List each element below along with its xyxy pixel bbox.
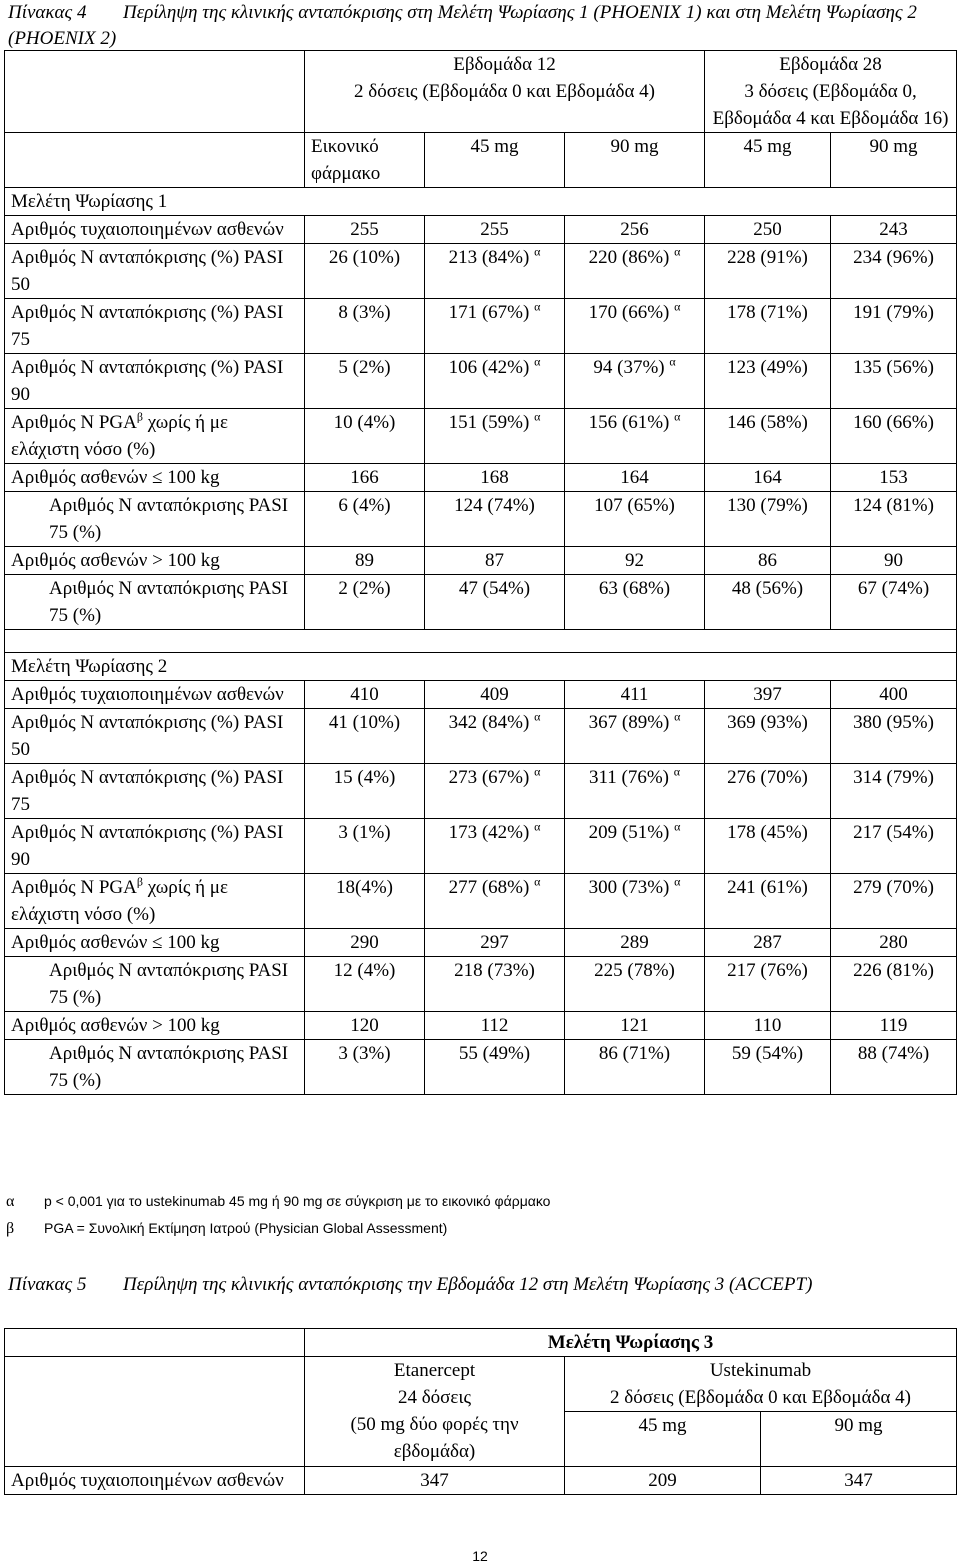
table4-caption	[8, 0, 960, 52]
cell-value: 171 (67%) $^\alpha$	[425, 299, 565, 354]
row-label: Αριθμός ασθενών ≤ 100 kg	[5, 929, 305, 957]
row-label: Αριθμός Ν ανταπόκρισης (%) PASI 90	[5, 354, 305, 409]
cell-value: 86	[705, 547, 831, 575]
table-row	[5, 464, 957, 492]
cell-value: 342 (84%) $^\alpha$	[425, 709, 565, 764]
cell-value: 86 (71%)	[565, 1040, 705, 1095]
header-week12: Εβδομάδα 12 2 δόσεις (Εβδομάδα 0 και Εβδομάδα 4)	[305, 51, 705, 133]
cell-value: 166	[305, 464, 425, 492]
cell-value: 311 (76%) $^\alpha$	[565, 764, 705, 819]
cell-value: 173 (42%) $^\alpha$	[425, 819, 565, 874]
cell-value: 287	[705, 929, 831, 957]
table-row	[5, 709, 957, 764]
cell-value: 410	[305, 681, 425, 709]
cell-value: 226 (81%)	[831, 957, 957, 1012]
row-label: Αριθμός ασθενών > 100 kg	[5, 1012, 305, 1040]
table-row	[5, 492, 957, 547]
table-row	[5, 929, 957, 957]
row-label: Αριθμός Ν ανταπόκρισης (%) PASI 50	[5, 244, 305, 299]
cell-value: 124 (81%)	[831, 492, 957, 547]
cell-value: 106 (42%) $^\alpha$	[425, 354, 565, 409]
cell-value: 107 (65%)	[565, 492, 705, 547]
table5-caption-number: Πίνακας 5	[8, 1274, 87, 1295]
row-label: Αριθμός ασθενών ≤ 100 kg	[5, 464, 305, 492]
table4-caption-number: Πίνακας 4	[8, 2, 87, 23]
row-label: Αριθμός τυχαιοποιημένων ασθενών	[5, 681, 305, 709]
cell-value: 63 (68%)	[565, 575, 705, 630]
cell-value: 213 (84%) $^\alpha$	[425, 244, 565, 299]
cell-value: 255	[305, 216, 425, 244]
col-90mg-week12: 90 mg	[565, 133, 705, 188]
row-label: Αριθμός Ν ανταπόκρισης PASI 75 (%)	[5, 957, 305, 1012]
row-label: Αριθμός Ν ανταπόκρισης (%) PASI 50	[5, 709, 305, 764]
cell-value: 3 (3%)	[305, 1040, 425, 1095]
footnote-text: p < 0,001 για το ustekinumab 45 mg ή 90 mg σε σύγκριση με το εικονικό φάρμακο	[44, 1193, 551, 1209]
col-45mg: 45 mg	[565, 1412, 761, 1467]
row-label: Αριθμός τυχαιοποιημένων ασθενών	[5, 216, 305, 244]
cell-value: 48 (56%)	[705, 575, 831, 630]
cell-value: 151 (59%) $^\alpha$	[425, 409, 565, 464]
cell-value: 41 (10%)	[305, 709, 425, 764]
footnote	[6, 1215, 550, 1242]
cell-value: 26 (10%)	[305, 244, 425, 299]
table-row	[5, 547, 957, 575]
table-row	[5, 1040, 957, 1095]
cell-value: 164	[565, 464, 705, 492]
study1-title: Μελέτη Ψωρίασης 1	[5, 188, 957, 216]
row-label: Αριθμός Ν ανταπόκρισης PASI 75 (%)	[5, 1040, 305, 1095]
table-row	[5, 409, 957, 464]
col-45mg-week12: 45 mg	[425, 133, 565, 188]
cell-value: 135 (56%)	[831, 354, 957, 409]
cell-value: 277 (68%) $^\alpha$	[425, 874, 565, 929]
cell-value: 367 (89%) $^\alpha$	[565, 709, 705, 764]
value-90mg: 347	[761, 1467, 957, 1495]
cell-value: 5 (2%)	[305, 354, 425, 409]
table-row	[5, 575, 957, 630]
table-row	[5, 764, 957, 819]
row-label: Αριθμός Ν ανταπόκρισης (%) PASI 90	[5, 819, 305, 874]
cell-value: 276 (70%)	[705, 764, 831, 819]
col-45mg-week28: 45 mg	[705, 133, 831, 188]
table-row	[5, 957, 957, 1012]
cell-value: 8 (3%)	[305, 299, 425, 354]
cell-value: 47 (54%)	[425, 575, 565, 630]
row-label: Αριθμός Ν ανταπόκρισης PASI 75 (%)	[5, 492, 305, 547]
cell-value: 146 (58%)	[705, 409, 831, 464]
cell-value: 217 (76%)	[705, 957, 831, 1012]
cell-value: 124 (74%)	[425, 492, 565, 547]
row-label: Αριθμός Ν ανταπόκρισης (%) PASI 75	[5, 764, 305, 819]
header-week28: Εβδομάδα 28 3 δόσεις (Εβδομάδα 0, Εβδομάδα 4 και Εβδομάδα 16)	[705, 51, 957, 133]
cell-value: 59 (54%)	[705, 1040, 831, 1095]
table5	[4, 1328, 957, 1495]
study2-title: Μελέτη Ψωρίασης 2	[5, 653, 957, 681]
cell-value: 12 (4%)	[305, 957, 425, 1012]
cell-value: 191 (79%)	[831, 299, 957, 354]
cell-value: 55 (49%)	[425, 1040, 565, 1095]
row-label: Αριθμός τυχαιοποιημένων ασθενών	[5, 1467, 305, 1495]
cell-value: 218 (73%)	[425, 957, 565, 1012]
study2-title-row	[5, 653, 957, 681]
cell-value: 170 (66%) $^\alpha$	[565, 299, 705, 354]
cell-value: 10 (4%)	[305, 409, 425, 464]
cell-value: 255	[425, 216, 565, 244]
cell-value: 300 (73%) $^\alpha$	[565, 874, 705, 929]
study3-title: Μελέτη Ψωρίασης 3	[305, 1329, 957, 1357]
spacer-row	[5, 630, 957, 653]
study1-title-row	[5, 188, 957, 216]
table-row	[5, 1012, 957, 1040]
table5-header-drugs	[5, 1357, 957, 1412]
cell-value: 156 (61%) $^\alpha$	[565, 409, 705, 464]
cell-value: 209 (51%) $^\alpha$	[565, 819, 705, 874]
col-90mg: 90 mg	[761, 1412, 957, 1467]
cell-value: 130 (79%)	[705, 492, 831, 547]
row-label: Αριθμός Ν $PGA^\beta$ χωρίς ή με ελάχιστη νόσο (%)	[5, 874, 305, 929]
cell-value: 2 (2%)	[305, 575, 425, 630]
cell-value: 6 (4%)	[305, 492, 425, 547]
cell-value: 220 (86%) $^\alpha$	[565, 244, 705, 299]
cell-value: 94 (37%) $^\alpha$	[565, 354, 705, 409]
table5-header-study	[5, 1329, 957, 1357]
cell-value: 397	[705, 681, 831, 709]
cell-value: 90	[831, 547, 957, 575]
cell-value: 168	[425, 464, 565, 492]
cell-value: 243	[831, 216, 957, 244]
cell-value: 314 (79%)	[831, 764, 957, 819]
footnote-mark: β	[6, 1220, 15, 1237]
cell-value: 228 (91%)	[705, 244, 831, 299]
table4-header-row-doses	[5, 133, 957, 188]
cell-value: 380 (95%)	[831, 709, 957, 764]
cell-value: 234 (96%)	[831, 244, 957, 299]
cell-value: 297	[425, 929, 565, 957]
cell-value: 178 (45%)	[705, 819, 831, 874]
table4-header-row-weeks	[5, 51, 957, 133]
cell-value: 18(4%)	[305, 874, 425, 929]
cell-value: 87	[425, 547, 565, 575]
cell-value: 153	[831, 464, 957, 492]
col-placebo: Εικονικό φάρμακο	[305, 133, 425, 188]
cell-value: 217 (54%)	[831, 819, 957, 874]
cell-value: 225 (78%)	[565, 957, 705, 1012]
table-row	[5, 354, 957, 409]
cell-value: 160 (66%)	[831, 409, 957, 464]
cell-value: 67 (74%)	[831, 575, 957, 630]
cell-value: 112	[425, 1012, 565, 1040]
cell-value: 279 (70%)	[831, 874, 957, 929]
footnote-mark: α	[6, 1193, 15, 1210]
footnote-text: PGA = Συνολική Εκτίμηση Ιατρού (Physician Global Assessment)	[44, 1220, 448, 1236]
table5-caption	[8, 1272, 812, 1298]
cell-value: 273 (67%) $^\alpha$	[425, 764, 565, 819]
value-45mg: 209	[565, 1467, 761, 1495]
cell-value: 123 (49%)	[705, 354, 831, 409]
cell-value: 119	[831, 1012, 957, 1040]
cell-value: 89	[305, 547, 425, 575]
value-etanercept: 347	[305, 1467, 565, 1495]
cell-value: 88 (74%)	[831, 1040, 957, 1095]
cell-value: 369 (93%)	[705, 709, 831, 764]
footnote	[6, 1188, 550, 1215]
cell-value: 290	[305, 929, 425, 957]
table-row	[5, 216, 957, 244]
table4-footnotes	[6, 1188, 550, 1242]
table-row	[5, 244, 957, 299]
table-row	[5, 874, 957, 929]
cell-value: 250	[705, 216, 831, 244]
cell-value: 164	[705, 464, 831, 492]
table-row	[5, 681, 957, 709]
cell-value: 3 (1%)	[305, 819, 425, 874]
cell-value: 121	[565, 1012, 705, 1040]
cell-value: 92	[565, 547, 705, 575]
cell-value: 289	[565, 929, 705, 957]
table5-randomized-row	[5, 1467, 957, 1495]
cell-value: 256	[565, 216, 705, 244]
etanercept-header: Etanercept 24 δόσεις (50 mg δύο φορές την εβδομάδα)	[305, 1357, 565, 1467]
table4-caption-text: Περίληψη της κλινικής ανταπόκρισης στη Μελέτη Ψωρίασης 1 (PHOENIX 1) και στη Μελέτη Ψωρίασης 2 (PHOENIX 2)	[8, 2, 917, 49]
cell-value: 411	[565, 681, 705, 709]
cell-value: 120	[305, 1012, 425, 1040]
row-label: Αριθμός Ν ανταπόκρισης (%) PASI 75	[5, 299, 305, 354]
table4	[4, 50, 957, 1095]
ustekinumab-header: Ustekinumab 2 δόσεις (Εβδομάδα 0 και Εβδομάδα 4)	[565, 1357, 957, 1412]
row-label: Αριθμός ασθενών > 100 kg	[5, 547, 305, 575]
cell-value: 280	[831, 929, 957, 957]
cell-value: 15 (4%)	[305, 764, 425, 819]
row-label: Αριθμός Ν $PGA^\beta$ χωρίς ή με ελάχιστη νόσο (%)	[5, 409, 305, 464]
row-label: Αριθμός Ν ανταπόκρισης PASI 75 (%)	[5, 575, 305, 630]
cell-value: 110	[705, 1012, 831, 1040]
cell-value: 178 (71%)	[705, 299, 831, 354]
cell-value: 400	[831, 681, 957, 709]
col-90mg-week28: 90 mg	[831, 133, 957, 188]
table-row	[5, 819, 957, 874]
table-row	[5, 299, 957, 354]
page-number: 12	[472, 1548, 488, 1564]
cell-value: 241 (61%)	[705, 874, 831, 929]
table5-caption-text: Περίληψη της κλινικής ανταπόκρισης την Εβδομάδα 12 στη Μελέτη Ψωρίασης 3 (ACCEPT)	[123, 1274, 813, 1295]
cell-value: 409	[425, 681, 565, 709]
